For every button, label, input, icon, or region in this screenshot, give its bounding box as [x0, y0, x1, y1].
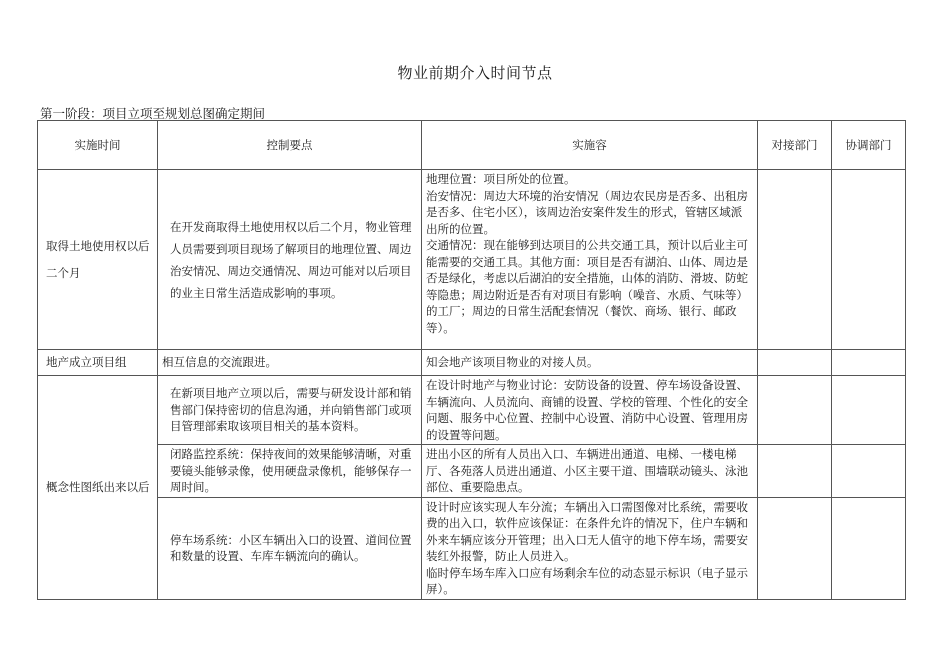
- control-cell: 停车场系统：小区车辆出入口的设置、道间位置和数量的设置、车库车辆流向的确认。: [158, 497, 422, 599]
- control-cell: 在开发商取得土地使用权以后二个月，物业管理人员需要到项目现场了解项目的地理位置、周边治安情况、周边交通情况、周边可能对以后项目的业主日常生活造成影响的事项。: [158, 170, 422, 350]
- content-cell: [422, 497, 758, 599]
- content-line: 交通情况：现在能够到达项目的公共交通工具，预计以后业主可能需要的交通工具。其他方面：项目是否有湖泊、山体、周边是否是绿化，考虑以后湖泊的安全措施，山体的消防、滑坡、防蛇等隐患；周边附近是否有对项目有影响（噪音、水质、气味等）的工厂；周边的日常生活配套情况（餐饮、商场、银行、邮政等）。: [426, 238, 748, 335]
- time-line: 取得土地使用权以后: [46, 239, 150, 253]
- table-header-row: [38, 121, 906, 170]
- dock-dept-cell: [758, 170, 832, 350]
- table-row: [38, 350, 906, 376]
- time-cell: 地产成立项目组: [38, 350, 158, 376]
- stage-heading: 第一阶段：项目立项至规划总图确定期间: [40, 106, 266, 121]
- header-coord-dept: 协调部门: [832, 121, 906, 170]
- coord-dept-cell: [832, 497, 906, 599]
- content-line: 设计时应该实现人车分流；车辆出入口需图像对比系统，需要收费的出入口，软件应该保证：在条件允许的情况下，住户车辆和外来车辆应该分开管理；出入口无人值守的地下停车场，需要安装红外报警，防止人员进入。: [426, 499, 748, 563]
- header-control: 控制要点: [158, 121, 422, 170]
- content-line: 治安情况：周边大环境的治安情况（周边农民房是否多、出租房是否多、住宅小区），该周边治安案件发生的形式，管辖区域派出所的位置。: [426, 188, 748, 236]
- time-cell: 概念性图纸出来以后: [38, 376, 158, 600]
- control-cell: 相互信息的交流跟进。: [158, 350, 422, 376]
- control-cell: 在新项目地产立项以后，需要与研发设计部和销售部门保持密切的信息沟通，并向销售部门或项目管理部索取该项目相关的基本资料。: [158, 376, 422, 445]
- dock-dept-cell: [758, 376, 832, 445]
- content-line: 临时停车场车库入口应有场剩余车位的动态显示标识（电子显示屏）。: [426, 565, 748, 596]
- content-cell: 知会地产该项目物业的对接人员。: [422, 350, 758, 376]
- control-cell: 闭路监控系统：保持夜间的效果能够清晰，对重要镜头能够录像，使用硬盘录像机，能够保存一周时间。: [158, 445, 422, 498]
- coord-dept-cell: [832, 170, 906, 350]
- header-time: 实施时间: [38, 121, 158, 170]
- table-row: [38, 376, 906, 445]
- header-dock-dept: 对接部门: [758, 121, 832, 170]
- content-cell: 进出小区的所有人员出入口、车辆进出通道、电梯、一楼电梯厅、各苑落人员进出通道、小区主要干道、围墙联动镜头、泳池部位、重要隐患点。: [422, 445, 758, 498]
- content-cell: 在设计时地产与物业讨论：安防设备的设置、停车场设备设置、车辆流向、人员流向、商铺的设置、学校的管理、个性化的安全问题、服务中心位置、控制中心设置、消防中心设置、管理用房的设置等问题。: [422, 376, 758, 445]
- coord-dept-cell: [832, 445, 906, 498]
- coord-dept-cell: [832, 376, 906, 445]
- time-cell: [38, 170, 158, 350]
- table-row: [38, 497, 906, 599]
- time-line: 二个月: [46, 265, 81, 280]
- table-row: [38, 445, 906, 498]
- page-title: 物业前期介入时间节点: [397, 64, 553, 82]
- header-content: 实施容: [422, 121, 758, 170]
- dock-dept-cell: [758, 497, 832, 599]
- dock-dept-cell: [758, 350, 832, 376]
- content-line: 地理位置：项目所处的位置。: [426, 172, 576, 186]
- table-row: [38, 170, 906, 350]
- dock-dept-cell: [758, 445, 832, 498]
- schedule-table: [37, 120, 906, 600]
- coord-dept-cell: [832, 350, 906, 376]
- content-cell: [422, 170, 758, 350]
